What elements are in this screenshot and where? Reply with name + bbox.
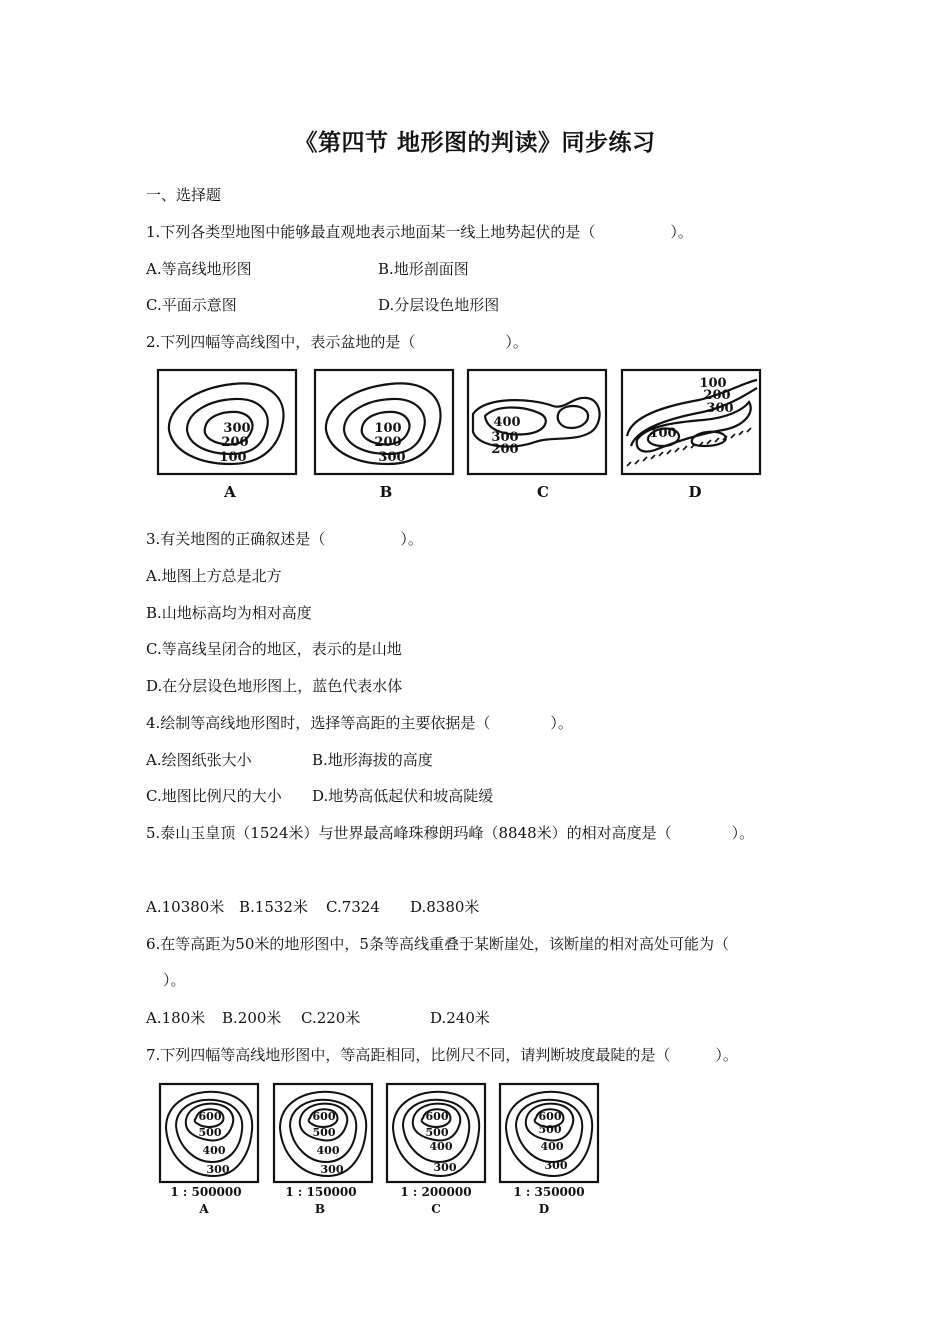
map7-c-contour-300: 300 xyxy=(433,1161,457,1174)
map-c-label-3: 200 xyxy=(491,442,519,457)
map-d-label-2: 200 xyxy=(703,388,731,403)
question-6-option-a[interactable]: A.180米 xyxy=(146,1009,206,1027)
question-5-option-c[interactable]: C.7324 xyxy=(326,898,380,916)
map7-d-contour-300: 300 xyxy=(544,1159,568,1172)
question-5-option-a[interactable]: A.10380米 xyxy=(146,898,225,916)
map-c-label-1: 400 xyxy=(493,415,521,430)
map-c-letter: C xyxy=(537,483,549,501)
map7-c-scale: 1 : 200000 xyxy=(400,1185,472,1199)
map-b-label-3: 300 xyxy=(378,450,406,465)
map7-d-contour-600: 600 xyxy=(538,1110,562,1123)
map7-a-scale: 1 : 500000 xyxy=(170,1185,242,1199)
question-3-option-a[interactable]: A.地图上方总是北方 xyxy=(146,567,282,585)
map7-b-letter: B xyxy=(314,1202,326,1216)
map-d-letter: D xyxy=(688,483,702,501)
map-b-label-2: 200 xyxy=(374,435,402,450)
question-4-option-a[interactable]: A.绘图纸张大小 xyxy=(146,751,252,769)
map7-a-contour-500: 500 xyxy=(198,1126,222,1139)
map7-b-contour-300: 300 xyxy=(320,1163,344,1176)
question-4-stem: 4.绘制等高线地形图时，选择等高距的主要依据是（ ）。 xyxy=(146,714,573,732)
map7-d-contour-400: 400 xyxy=(540,1140,564,1153)
map7-c-contour-500: 500 xyxy=(425,1126,449,1139)
map-d-label-4: 100 xyxy=(649,426,677,441)
page-title: 《第四节 地形图的判读》同步练习 xyxy=(294,130,656,156)
question-6-stem-line-1: 6.在等高距为50米的地形图中，5条等高线重叠于某断崖处，该断崖的相对高处可能为（ xyxy=(146,935,729,953)
question-6-stem-line-2: ）。 xyxy=(163,971,186,989)
map7-b-contour-500: 500 xyxy=(312,1126,336,1139)
question-1-stem: 1.下列各类型地图中能够最直观地表示地面某一线上地势起伏的是（ ）。 xyxy=(146,223,693,241)
question-5-option-d[interactable]: D.8380米 xyxy=(410,898,480,916)
question-4-option-c[interactable]: C.地图比例尺的大小 xyxy=(146,787,282,805)
contour-maps-scale xyxy=(156,1080,606,1220)
map-b-label-1: 100 xyxy=(374,421,402,436)
map7-c-contour-400: 400 xyxy=(429,1140,453,1153)
question-1-option-c[interactable]: C.平面示意图 xyxy=(146,296,237,314)
question-6-option-d[interactable]: D.240米 xyxy=(430,1009,490,1027)
question-4-option-b[interactable]: B.地形海拔的高度 xyxy=(312,751,433,769)
question-2-figure xyxy=(155,366,767,506)
question-1-option-a[interactable]: A.等高线地形图 xyxy=(146,260,252,278)
question-2-stem: 2.下列四幅等高线图中，表示盆地的是（ ）。 xyxy=(146,333,528,351)
map-a-letter: A xyxy=(224,483,236,501)
map7-b-scale: 1 : 150000 xyxy=(285,1185,357,1199)
question-7-figure xyxy=(156,1080,606,1220)
question-5-option-b[interactable]: B.1532米 xyxy=(239,898,308,916)
map-a-label-2: 200 xyxy=(221,435,249,450)
map7-d-scale: 1 : 350000 xyxy=(513,1185,585,1199)
question-4-option-d[interactable]: D.地势高低起伏和坡高陡缓 xyxy=(312,787,494,805)
map-b-letter: B xyxy=(379,483,393,501)
question-7-stem: 7.下列四幅等高线地形图中，等高距相同，比例尺不同，请判断坡度最陡的是（ ）。 xyxy=(146,1046,738,1064)
map7-b-contour-600: 600 xyxy=(312,1110,336,1123)
map7-c-contour-600: 600 xyxy=(425,1110,449,1123)
question-3-option-c[interactable]: C.等高线呈闭合的地区，表示的是山地 xyxy=(146,640,402,658)
map7-a-letter: A xyxy=(199,1202,209,1216)
question-3-stem: 3.有关地图的正确叙述是（ ）。 xyxy=(146,530,423,548)
map-a-label-1: 300 xyxy=(223,421,251,436)
section-heading: 一、选择题 xyxy=(146,186,222,204)
map7-a-contour-600: 600 xyxy=(198,1110,222,1123)
question-6-option-c[interactable]: C.220米 xyxy=(301,1009,361,1027)
question-6-option-b[interactable]: B.200米 xyxy=(222,1009,282,1027)
map7-c-letter: C xyxy=(431,1202,441,1216)
question-1-option-b[interactable]: B.地形剖面图 xyxy=(378,260,469,278)
map-c-label-2: 300 xyxy=(491,430,519,445)
map7-d-contour-500: 500 xyxy=(538,1123,562,1136)
contour-maps-basin xyxy=(155,366,767,506)
map-d-label-1: 100 xyxy=(699,376,727,391)
map7-d-letter: D xyxy=(538,1202,550,1216)
map7-a-contour-300: 300 xyxy=(206,1163,230,1176)
question-3-option-d[interactable]: D.在分层设色地形图上，蓝色代表水体 xyxy=(146,677,403,695)
question-3-option-b[interactable]: B.山地标高均为相对高度 xyxy=(146,604,312,622)
map-a-label-3: 100 xyxy=(219,450,247,465)
map7-a-contour-400: 400 xyxy=(202,1144,226,1157)
map7-b-contour-400: 400 xyxy=(316,1144,340,1157)
question-5-stem: 5.泰山玉皇顶（1524米）与世界最高峰珠穆朗玛峰（8848米）的相对高度是（ ）。 xyxy=(146,824,755,842)
map-d-label-3: 300 xyxy=(706,401,734,416)
question-1-option-d[interactable]: D.分层设色地形图 xyxy=(378,296,500,314)
